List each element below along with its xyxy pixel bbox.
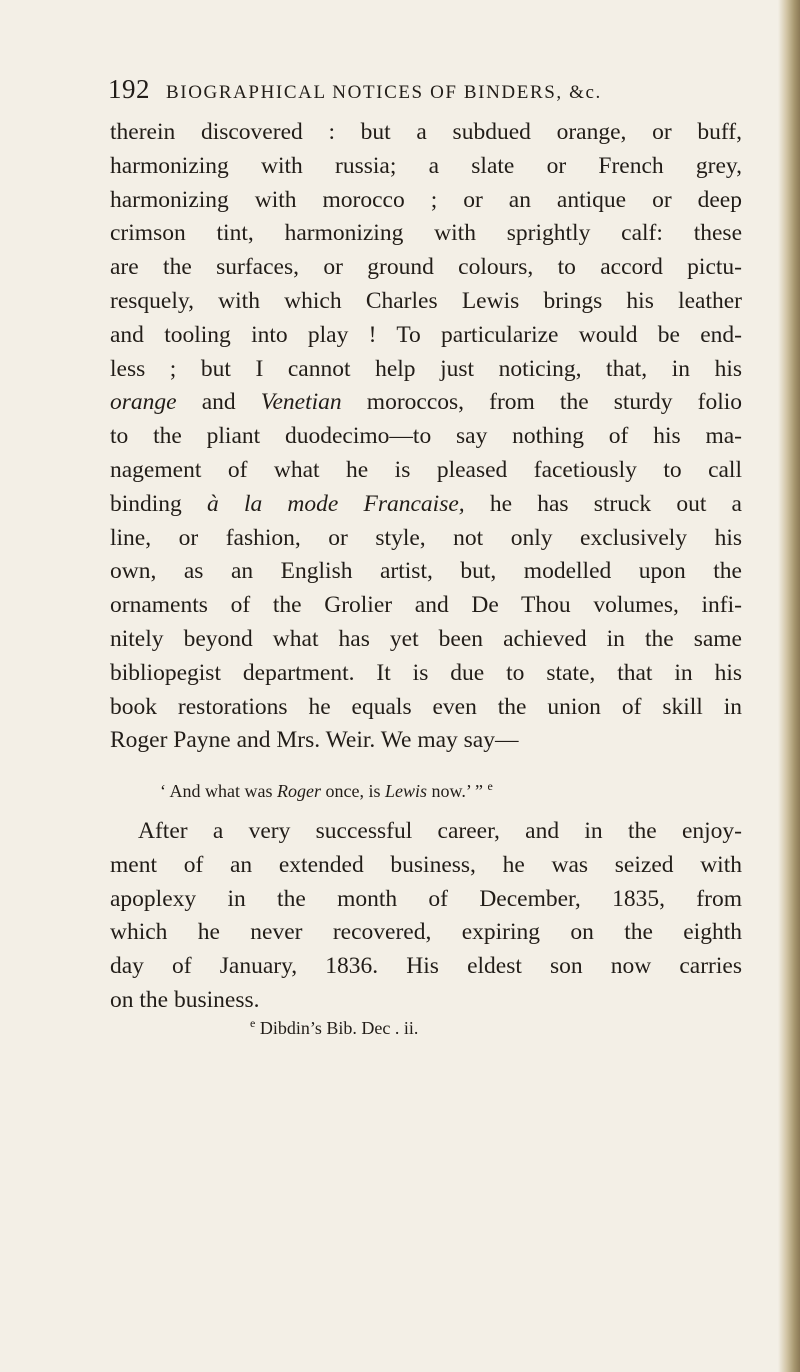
text-line: own, as an English artist, but, modelled upon the <box>110 558 742 585</box>
running-head: BIOGRAPHICAL NOTICES OF BINDERS, &c. <box>166 82 602 103</box>
text-line: harmonizing with morocco ; or an antique or deep <box>110 186 742 213</box>
footnote-mark: e <box>250 1016 256 1030</box>
footnote-mark: e <box>487 779 493 793</box>
text-line: are the surfaces, or ground colours, to accord pictu- <box>110 254 742 281</box>
text-line: less ; but I cannot help just noticing, that, in his <box>110 355 742 382</box>
text-line: apoplexy in the month of December, 1835, from <box>110 885 742 912</box>
paragraph-1 <box>110 116 742 758</box>
paragraph-2 <box>110 815 742 1018</box>
text-line: and tooling into play ! To particularize would be end- <box>110 321 742 348</box>
text-line: line, or fashion, or style, not only exclusively his <box>110 524 742 551</box>
footnote: $^e$ Dibdin’s Bib. Dec . ii. <box>250 1016 419 1038</box>
text-line: Roger Payne and Mrs. Weir. We may say— <box>110 727 519 754</box>
text-line: day of January, 1836. His eldest son now carries <box>110 953 742 980</box>
text-line: binding à la mode Francaise, he has struck out a <box>110 490 742 517</box>
page-number: 192 <box>108 74 150 104</box>
text-line: resquely, with which Charles Lewis brings his leather <box>110 287 742 314</box>
text-line: which he never recovered, expiring on the eighth <box>110 919 742 946</box>
text-line: After a very successful career, and in the enjoy- <box>138 818 742 844</box>
text-line: nagement of what he is pleased facetiously to call <box>110 456 742 483</box>
page-header <box>108 74 708 114</box>
text-line: bibliopegist department. It is due to state, that in his <box>110 659 742 686</box>
text-line: to the pliant duodecimo—to say nothing of his ma- <box>110 423 742 450</box>
text-line: orange and Venetian moroccos, from the sturdy folio <box>110 389 743 416</box>
text-line: on the business. <box>110 986 260 1013</box>
text-line: ment of an extended business, he was seized with <box>110 851 742 878</box>
text-line: book restorations he equals even the union of skill in <box>110 693 742 720</box>
text-line: ornaments of the Grolier and De Thou volumes, infi- <box>110 592 742 619</box>
text-line: therein discovered : but a subdued orange, or buff, <box>110 119 742 145</box>
page-edge-shadow <box>778 0 800 1372</box>
verse-quote: ‘ And what was Roger once, is Lewis now.’ ” $^e$ <box>160 779 493 801</box>
text-line: nitely beyond what has yet been achieved in the same <box>110 625 742 652</box>
text-line: harmonizing with russia; a slate or French grey, <box>110 152 742 179</box>
text-line: crimson tint, harmonizing with sprightly calf: these <box>110 220 742 247</box>
